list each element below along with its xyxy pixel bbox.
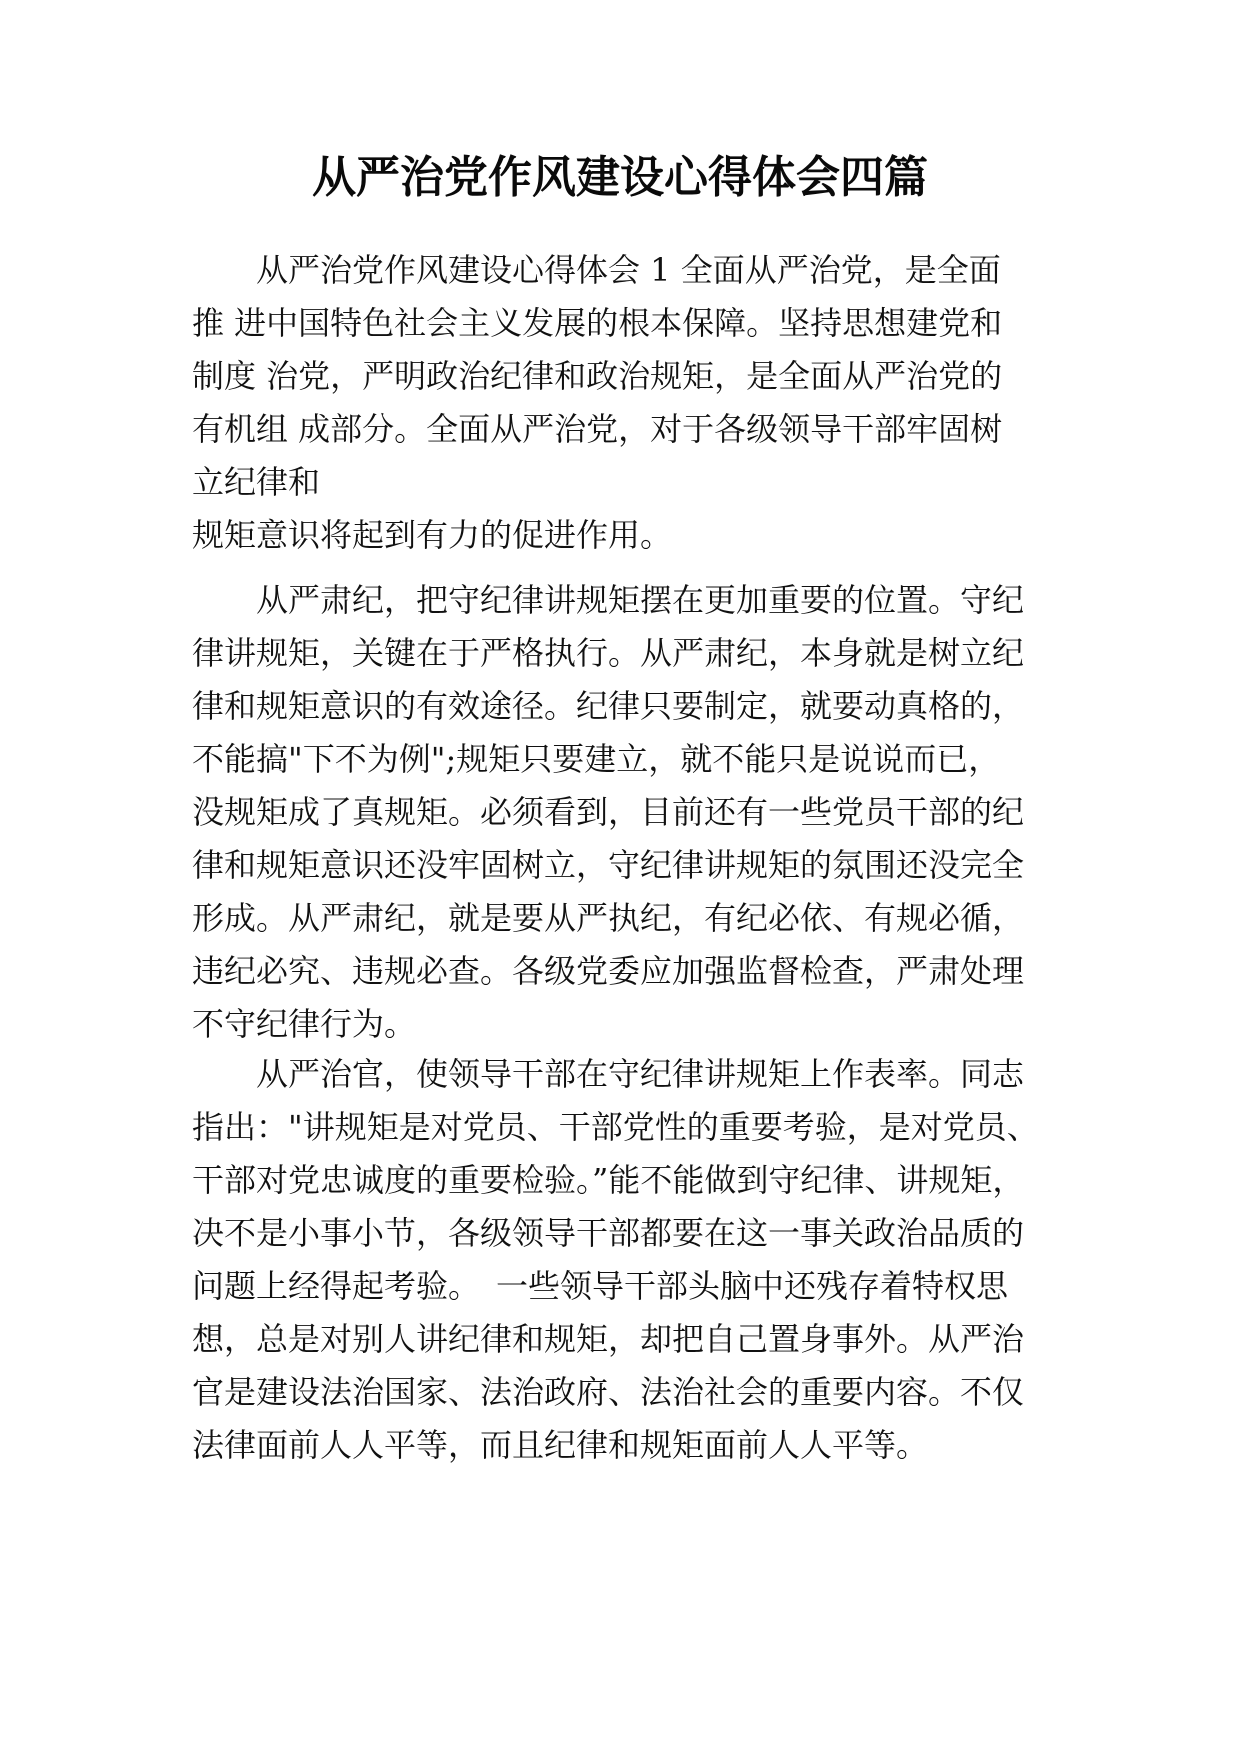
paragraph-3: [192, 1048, 1072, 1472]
paragraph-line: 法律面前人人平等，而且纪律和规矩面前人人平等。: [192, 1426, 929, 1464]
paragraph-line: 指出："讲规矩是对党员、干部党性的重要考验，是对党员、: [192, 1108, 1039, 1146]
paragraph-line: 从严治官，使领导干部在守纪律讲规矩上作表率。同志: [256, 1055, 1025, 1093]
paragraph-line: 从严肃纪，把守纪律讲规矩摆在更加重要的位置。守纪: [256, 581, 1025, 619]
paragraph-line: 决不是小事小节，各级领导干部都要在这一事关政治品质的: [192, 1214, 1025, 1252]
paragraph-line: 从严治党作风建设心得体会 1 全面从严治党，是全面: [256, 251, 1001, 289]
paragraph-line: 律和规矩意识还没牢固树立，守纪律讲规矩的氛围还没完全: [192, 846, 1025, 884]
paragraph-line: 干部对党忠诚度的重要检验。”能不能做到守纪律、讲规矩，: [192, 1161, 1025, 1199]
paragraph-2: [192, 574, 1072, 1051]
paragraph-line: 想，总是对别人讲纪律和规矩，却把自己置身事外。从严治: [192, 1320, 1025, 1358]
paragraph-1: [192, 244, 1072, 562]
paragraph-line: 律讲规矩，关键在于严格执行。从严肃纪，本身就是树立纪: [192, 634, 1025, 672]
paragraph-line: 问题上经得起考验。 一些领导干部头脑中还残存着特权思: [192, 1267, 1009, 1305]
paragraph-line: 有机组 成部分。全面从严治党，对于各级领导干部牢固树: [192, 410, 1003, 448]
paragraph-line: 不能搞"下不为例";规矩只要建立，就不能只是说说而已，: [192, 740, 1001, 778]
document-title: 从严治党作风建设心得体会四篇: [312, 152, 928, 203]
paragraph-line: 形成。从严肃纪，就是要从严执纪，有纪必依、有规必循，: [192, 899, 1025, 937]
paragraph-line: 没规矩成了真规矩。必须看到，目前还有一些党员干部的纪: [192, 793, 1025, 831]
paragraph-line: 制度 治党，严明政治纪律和政治规矩，是全面从严治党的: [192, 357, 1003, 395]
paragraph-line: 律和规矩意识的有效途径。纪律只要制定，就要动真格的，: [192, 687, 1025, 725]
paragraph-line: 规矩意识将起到有力的促进作用。: [192, 516, 673, 554]
paragraph-line: 违纪必究、违规必查。各级党委应加强监督检查，严肃处理: [192, 952, 1025, 990]
paragraph-line: 不守纪律行为。: [192, 1005, 417, 1043]
paragraph-line: 官是建设法治国家、法治政府、法治社会的重要内容。不仅: [192, 1373, 1025, 1411]
paragraph-line: 立纪律和: [192, 463, 321, 501]
paragraph-line: 推 进中国特色社会主义发展的根本保障。坚持思想建党和: [192, 304, 1003, 342]
